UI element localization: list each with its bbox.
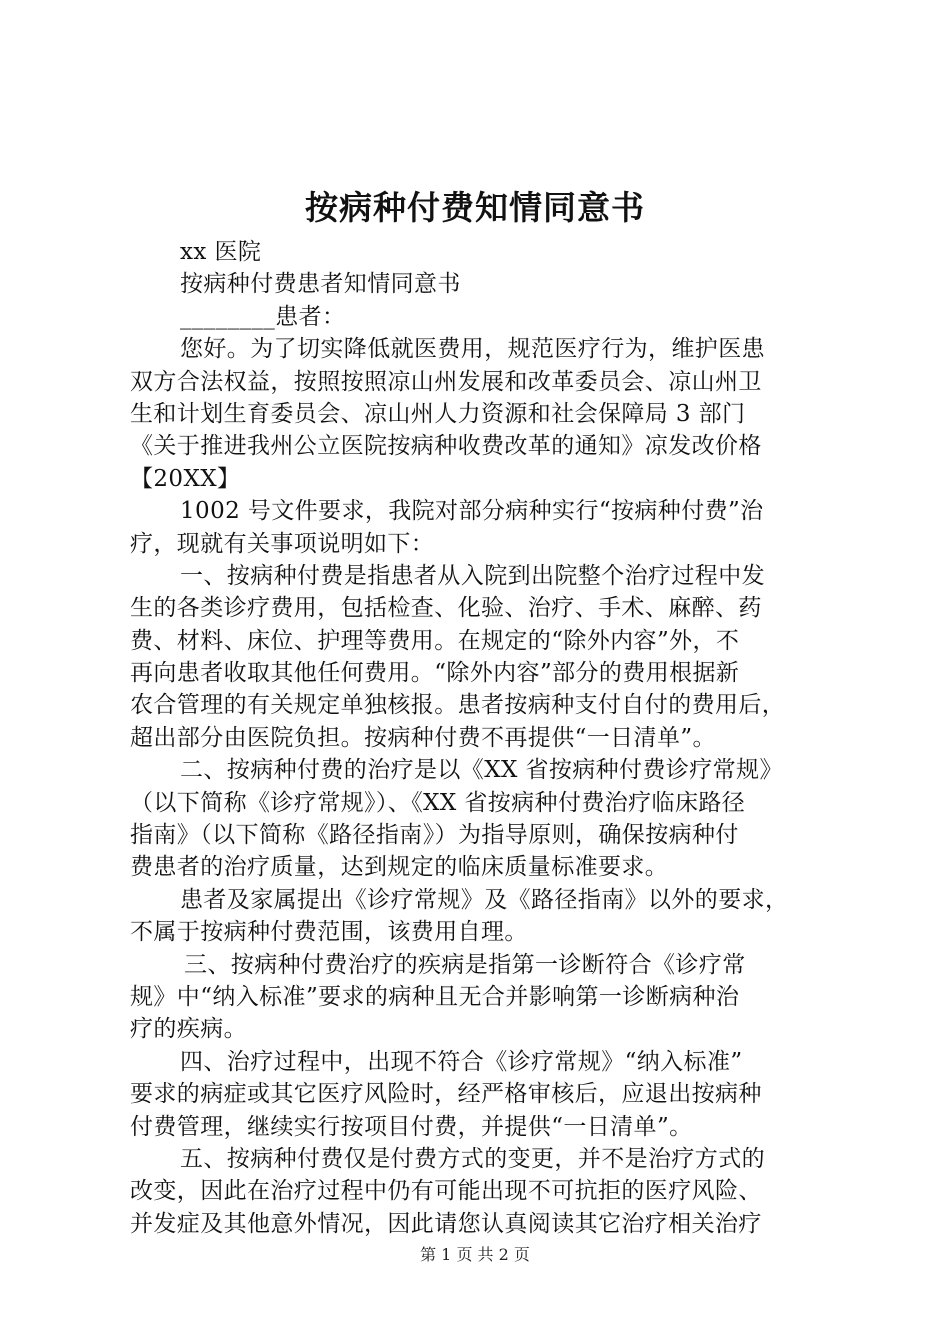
clause-one-line: 一、按病种付费是指患者从入院到出院整个治疗过程中发 xyxy=(180,562,765,589)
body-line: 费、材料、床位、护理等费用。在规定的“除外内容”外，不 xyxy=(130,627,740,654)
body-line: 费患者的治疗质量，达到规定的临床质量标准要求。 xyxy=(130,854,669,881)
document-body xyxy=(130,236,830,1240)
body-line: 生的各类诊疗费用，包括检查、化验、治疗、手术、麻醉、药 xyxy=(130,595,762,622)
page-footer: 第 1 页 共 2 页 xyxy=(420,1245,530,1264)
body-line: 再向患者收取其他任何费用。“除外内容”部分的费用根据新 xyxy=(130,660,740,687)
body-line: 指南》（以下简称《路径指南》）为指导原则，确保按病种付 xyxy=(130,822,739,849)
body-line: （以下简称《诊疗常规》）、《XX 省按病种付费治疗临床路径 xyxy=(130,789,746,816)
form-subtitle-line: 按病种付费患者知情同意书 xyxy=(180,271,461,298)
body-line: 并发症及其他意外情况，因此请您认真阅读其它治疗相关治疗 xyxy=(130,1210,762,1237)
body-line: 要求的病症或其它医疗风险时，经严格审核后，应退出按病种 xyxy=(130,1081,762,1108)
body-line: 农合管理的有关规定单独核报。患者按病种支付自付的费用后， xyxy=(130,692,786,719)
body-line: 付费管理，继续实行按项目付费，并提供“一日清单”。 xyxy=(130,1113,693,1140)
body-line: 疗的疾病。 xyxy=(130,1016,247,1043)
body-line: 改变，因此在治疗过程中仍有可能出现不可抗拒的医疗风险、 xyxy=(130,1178,762,1205)
hospital-name-line: xx 医院 xyxy=(180,239,262,265)
body-line: 生和计划生育委员会、凉山州人力资源和社会保障局 3 部门 xyxy=(130,400,746,427)
body-line: 不属于按病种付费范围，该费用自理。 xyxy=(130,919,528,946)
clause-three-line: 三、按病种付费治疗的疾病是指第一诊断符合《诊疗常 xyxy=(184,951,746,978)
clause-four-line: 四、治疗过程中，出现不符合《诊疗常规》“纳入标准” xyxy=(180,1048,743,1075)
body-line: 规》中“纳入标准”要求的病种且无合并影响第一诊断病种治 xyxy=(130,983,740,1010)
clause-five-line: 五、按病种付费仅是付费方式的变更，并不是治疗方式的 xyxy=(180,1145,765,1172)
body-line: 1002 号文件要求，我院对部分病种实行“按病种付费”治 xyxy=(180,498,764,525)
body-line: 【20XX】 xyxy=(130,465,241,492)
clause-two-line: 二、按病种付费的治疗是以《XX 省按病种付费诊疗常规》 xyxy=(180,757,783,784)
body-line: 患者及家属提出《诊疗常规》及《路径指南》以外的要求， xyxy=(180,886,789,913)
body-line: 疗，现就有关事项说明如下： xyxy=(130,530,435,557)
patient-salutation-line: ________患者： xyxy=(180,303,346,330)
body-line: 超出部分由医院负担。按病种付费不再提供“一日清单”。 xyxy=(130,724,716,751)
document-title: 按病种付费知情同意书 xyxy=(305,188,645,227)
body-line: 《关于推进我州公立医院按病种收费改革的通知》凉发改价格 xyxy=(130,433,762,460)
body-line: 您好。为了切实降低就医费用，规范医疗行为，维护医患 xyxy=(180,336,765,363)
body-line: 双方合法权益，按照按照凉山州发展和改革委员会、凉山州卫 xyxy=(130,368,762,395)
